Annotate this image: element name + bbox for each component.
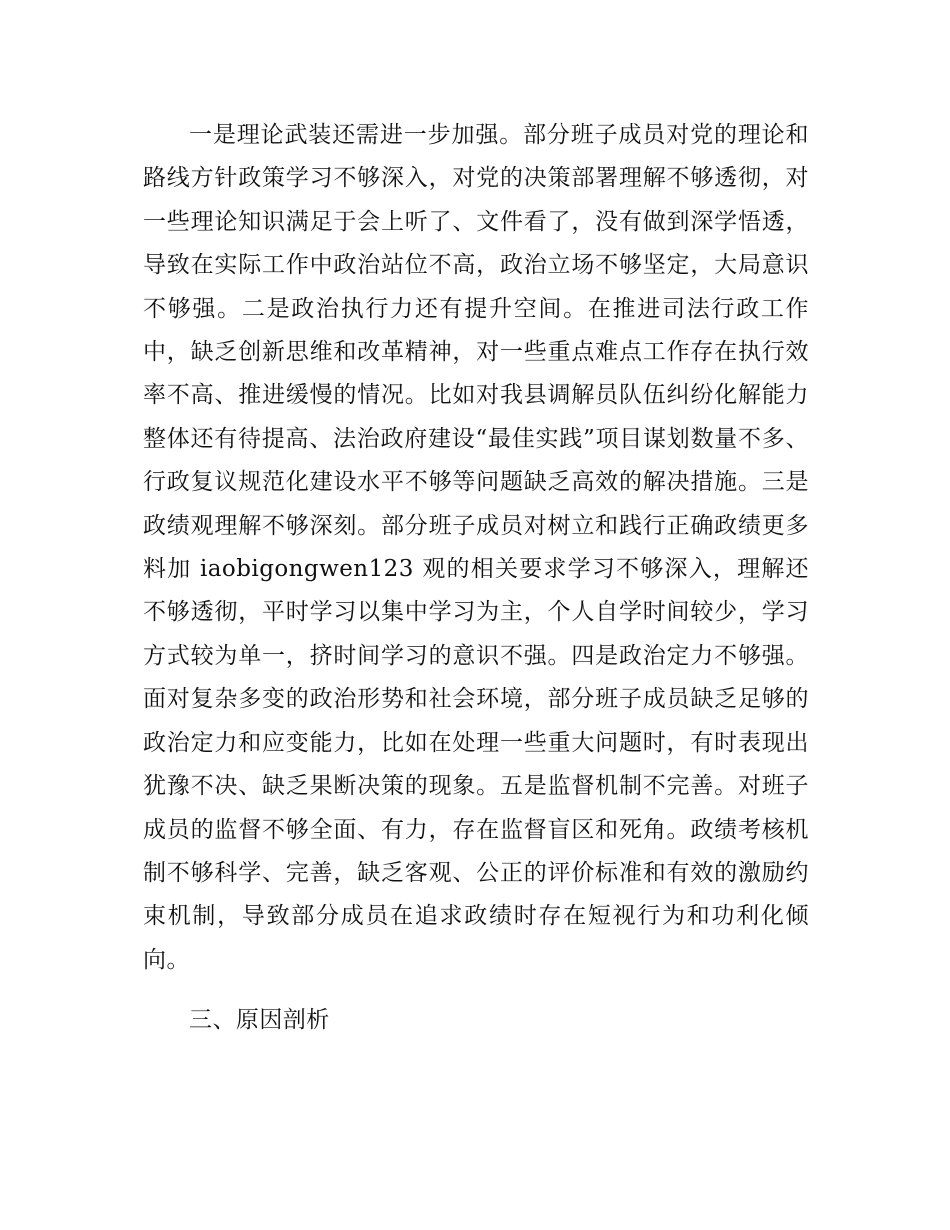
section-heading: 三、原因剖析 <box>189 1007 330 1034</box>
body-paragraph: 一是理论武装还需进一步加强。部分班子成员对党的理论和路线方针政策学习不够深入，对党的决策部署理解不够透彻，对一些理论知识满足于会上听了、文件看了，没有做到深学悟透，导致在实际工作中政治站位不高，政治立场不够坚定，大局意识不够强。二是政治执行力还有提升空间。在推进司法行政工作中，缺乏创新思维和改革精神，对一些重点难点工作存在执行效率不高、推进缓慢的情况。比如对我县调解员队伍纠纷化解能力整体还有待提高、法治政府建设“最佳实践”项目谋划数量不多、行政复议规范化建设水平不够等问题缺乏高效的解决措施。三是政绩观理解不够深刻。部分班子成员对树立和践行正确政绩更多料加 iaobigongwen123 观的相关要求学习不够深入，理解还不够透彻，平时学习以集中学习为主，个人自学时间较少，学习方式较为单一，挤时间学习的意识不强。四是政治定力不够强。面对复杂多变的政治形势和社会环境，部分班子成员缺乏足够的政治定力和应变能力，比如在处理一些重大问题时，有时表现出犹豫不决、缺乏果断决策的现象。五是监督机制不完善。对班子成员的监督不够全面、有力，存在监督盲区和死角。政绩考核机制不够科学、完善，缺乏客观、公正的评价标准和有效的激励约束机制，导致部分成员在追求政绩时存在短视行为和功利化倾向。 <box>143 122 809 973</box>
document-body <box>143 114 809 1043</box>
